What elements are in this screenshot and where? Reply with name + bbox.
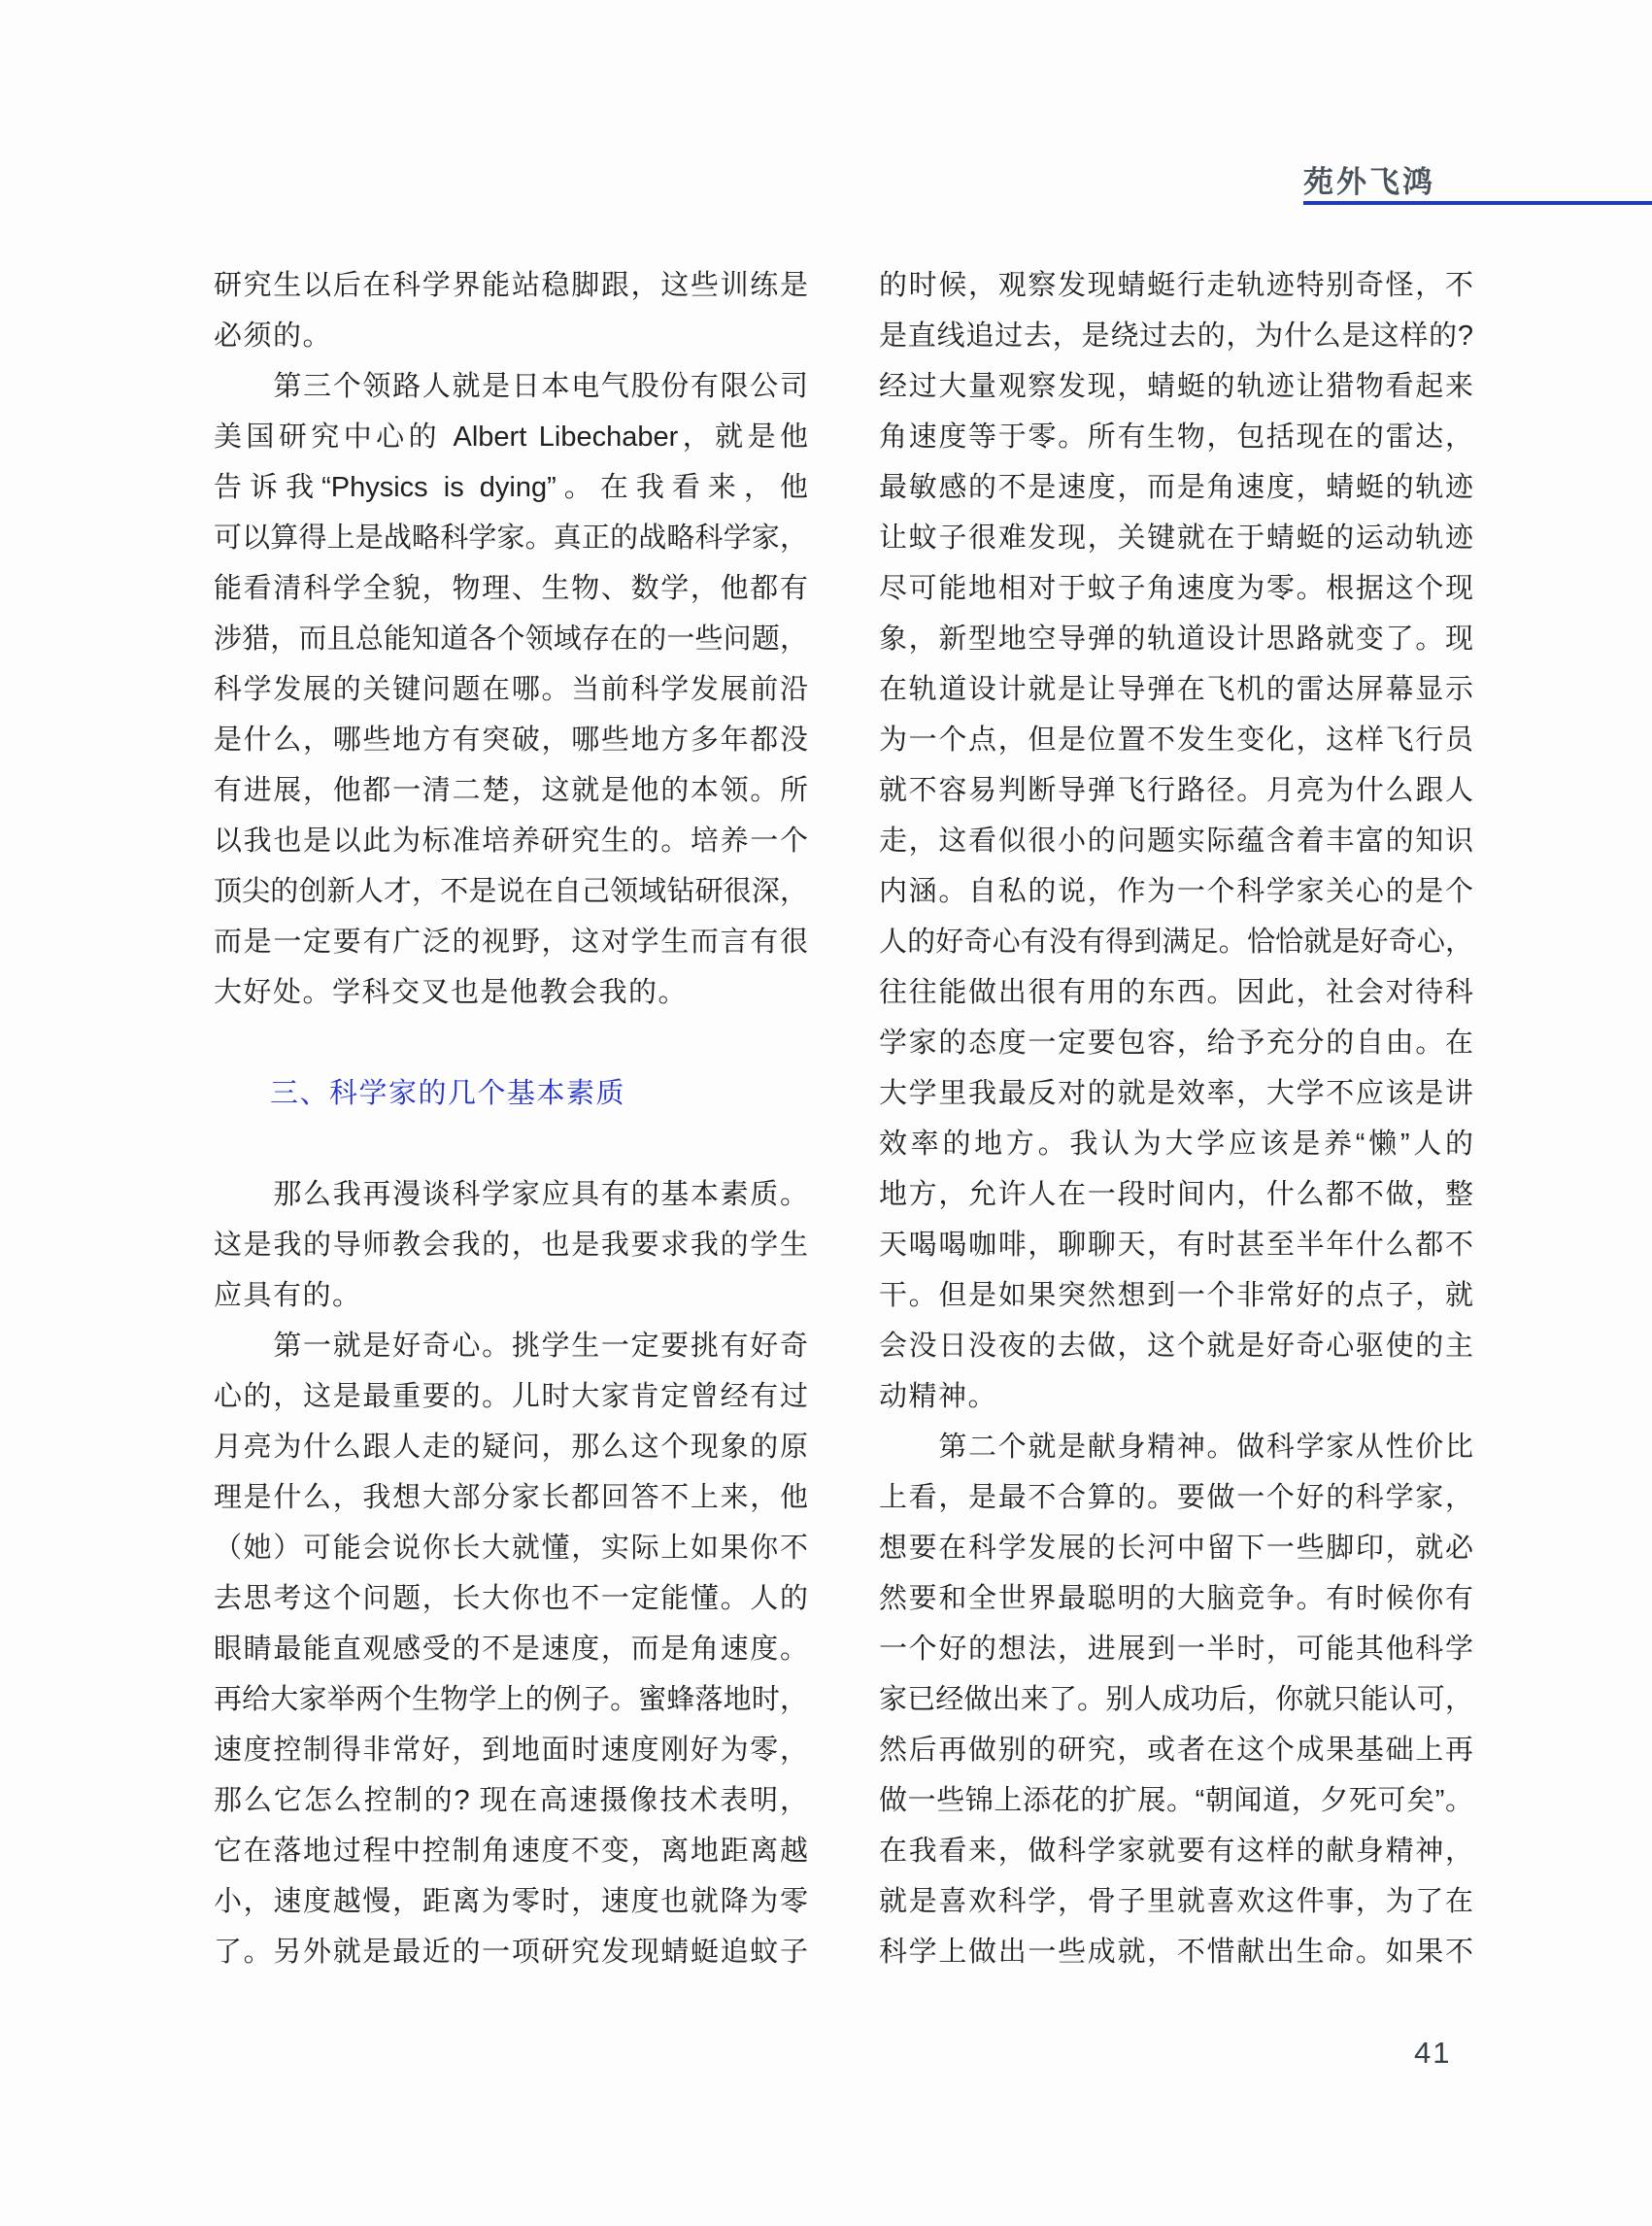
text-line: 经过大量观察发现，蜻蜓的轨迹让猎物看起来 xyxy=(879,371,1473,402)
text-line: 大好处。学科交叉也是他教会我的。 xyxy=(214,977,689,1008)
text-line: 在轨道设计就是让导弹在飞机的雷达屏幕显示 xyxy=(879,674,1473,705)
text-line: 是直线追过去，是绕过去的，为什么是这样的? xyxy=(879,320,1473,352)
text-line: 让蚊子很难发现，关键就在于蜻蜓的运动轨迹 xyxy=(879,523,1473,554)
text-line: 走，这看似很小的问题实际蕴含着丰富的知识 xyxy=(879,826,1473,857)
text-line: 这是我的导师教会我的，也是我要求我的学生 xyxy=(214,1230,808,1261)
text-line: 往往能做出很有用的东西。因此，社会对待科 xyxy=(879,977,1473,1008)
text-line: 必须的。 xyxy=(214,320,333,352)
text-line: 会没日没夜的去做，这个就是好奇心驱使的主 xyxy=(879,1331,1473,1362)
page-header-title: 苑外飞鸿 xyxy=(1303,165,1435,199)
text-line: 的时候，观察发现蜻蜓行走轨迹特别奇怪，不 xyxy=(879,270,1473,301)
text-line: 尽可能地相对于蚊子角速度为零。根据这个现 xyxy=(879,573,1473,604)
text-line: 科学发展的关键问题在哪。当前科学发展前沿 xyxy=(214,674,808,705)
text-line: 美国研究中心的 Albert Libechaber，就是他 xyxy=(214,422,808,453)
text-line: 就是喜欢科学，骨子里就喜欢这件事，为了在 xyxy=(879,1886,1473,1917)
section-heading: 三、科学家的几个基本素质 xyxy=(270,1078,626,1109)
text-line: 能看清科学全貌，物理、生物、数学，他都有 xyxy=(214,573,808,604)
text-line: 小，速度越慢，距离为零时，速度也就降为零 xyxy=(214,1886,808,1917)
text-line: （她）可能会说你长大就懂，实际上如果你不 xyxy=(214,1533,808,1564)
page-number: 41 xyxy=(1414,2036,1452,2070)
article-body xyxy=(214,260,1473,1977)
text-line: 可以算得上是战略科学家。真正的战略科学家， xyxy=(214,523,808,554)
text-line: 大学里我最反对的就是效率，大学不应该是讲 xyxy=(879,1078,1473,1109)
text-line: 第三个领路人就是日本电气股份有限公司 xyxy=(214,371,808,402)
text-line: 第二个就是献身精神。做科学家从性价比 xyxy=(879,1432,1473,1463)
text-line: 然后再做别的研究，或者在这个成果基础上再 xyxy=(879,1735,1473,1766)
text-line: 理是什么，我想大部分家长都回答不上来，他 xyxy=(214,1482,808,1513)
text-line: 去思考这个问题，长大你也不一定能懂。人的 xyxy=(214,1583,808,1614)
text-line: 为一个点，但是位置不发生变化，这样飞行员 xyxy=(879,725,1473,756)
text-line: 在我看来，做科学家就要有这样的献身精神， xyxy=(879,1836,1473,1867)
text-line: 研究生以后在科学界能站稳脚跟，这些训练是 xyxy=(214,270,808,301)
text-line: 以我也是以此为标准培养研究生的。培养一个 xyxy=(214,826,808,857)
text-line: 有进展，他都一清二楚，这就是他的本领。所 xyxy=(214,775,808,806)
text-line: 顶尖的创新人才，不是说在自己领域钻研很深， xyxy=(214,876,808,907)
text-line: 家已经做出来了。别人成功后，你就只能认可， xyxy=(879,1684,1473,1715)
text-line: 涉猎，而且总能知道各个领域存在的一些问题， xyxy=(214,624,808,655)
text-line: 告诉我“Physics is dying”。在我看来，他 xyxy=(214,472,808,503)
text-line: 学家的态度一定要包容，给予充分的自由。在 xyxy=(879,1028,1473,1059)
text-line: 做一些锦上添花的扩展。“朝闻道，夕死可矣”。 xyxy=(879,1785,1473,1816)
left-column xyxy=(214,260,808,1977)
text-line: 心的，这是最重要的。儿时大家肯定曾经有过 xyxy=(214,1381,808,1412)
text-line: 效率的地方。我认为大学应该是养“懒”人的 xyxy=(879,1129,1473,1160)
text-line: 了。另外就是最近的一项研究发现蜻蜓追蚊子 xyxy=(214,1937,808,1968)
text-line: 动精神。 xyxy=(879,1381,998,1412)
text-line: 那么我再漫谈科学家应具有的基本素质。 xyxy=(214,1179,808,1210)
header-rule xyxy=(1303,201,1652,205)
text-line: 月亮为什么跟人走的疑问，那么这个现象的原 xyxy=(214,1432,808,1463)
text-line: 就不容易判断导弹飞行路径。月亮为什么跟人 xyxy=(879,775,1473,806)
text-line: 那么它怎么控制的? 现在高速摄像技术表明， xyxy=(214,1785,808,1816)
text-line: 应具有的。 xyxy=(214,1280,362,1311)
text-line: 干。但是如果突然想到一个非常好的点子，就 xyxy=(879,1280,1473,1311)
text-line: 上看，是最不合算的。要做一个好的科学家， xyxy=(879,1482,1473,1513)
text-line: 而是一定要有广泛的视野，这对学生而言有很 xyxy=(214,927,808,958)
text-line: 地方，允许人在一段时间内，什么都不做，整 xyxy=(879,1179,1473,1210)
text-line: 科学上做出一些成就，不惜献出生命。如果不 xyxy=(879,1937,1473,1968)
text-line: 第一就是好奇心。挑学生一定要挑有好奇 xyxy=(214,1331,808,1362)
text-line: 象，新型地空导弹的轨道设计思路就变了。现 xyxy=(879,624,1473,655)
text-line: 它在落地过程中控制角速度不变，离地距离越 xyxy=(214,1836,808,1867)
right-column xyxy=(879,260,1473,1977)
text-line: 速度控制得非常好，到地面时速度刚好为零， xyxy=(214,1735,808,1766)
text-line: 人的好奇心有没有得到满足。恰恰就是好奇心， xyxy=(879,927,1473,958)
text-line: 想要在科学发展的长河中留下一些脚印，就必 xyxy=(879,1533,1473,1564)
text-line: 内涵。自私的说，作为一个科学家关心的是个 xyxy=(879,876,1473,907)
text-line: 最敏感的不是速度，而是角速度，蜻蜓的轨迹 xyxy=(879,472,1473,503)
text-line: 然要和全世界最聪明的大脑竞争。有时候你有 xyxy=(879,1583,1473,1614)
text-line: 一个好的想法，进展到一半时，可能其他科学 xyxy=(879,1634,1473,1665)
text-line: 眼睛最能直观感受的不是速度，而是角速度。 xyxy=(214,1634,808,1665)
text-line: 再给大家举两个生物学上的例子。蜜蜂落地时， xyxy=(214,1684,808,1715)
text-line: 是什么，哪些地方有突破，哪些地方多年都没 xyxy=(214,725,808,756)
text-line: 天喝喝咖啡，聊聊天，有时甚至半年什么都不 xyxy=(879,1230,1473,1261)
text-line: 角速度等于零。所有生物，包括现在的雷达， xyxy=(879,422,1473,453)
